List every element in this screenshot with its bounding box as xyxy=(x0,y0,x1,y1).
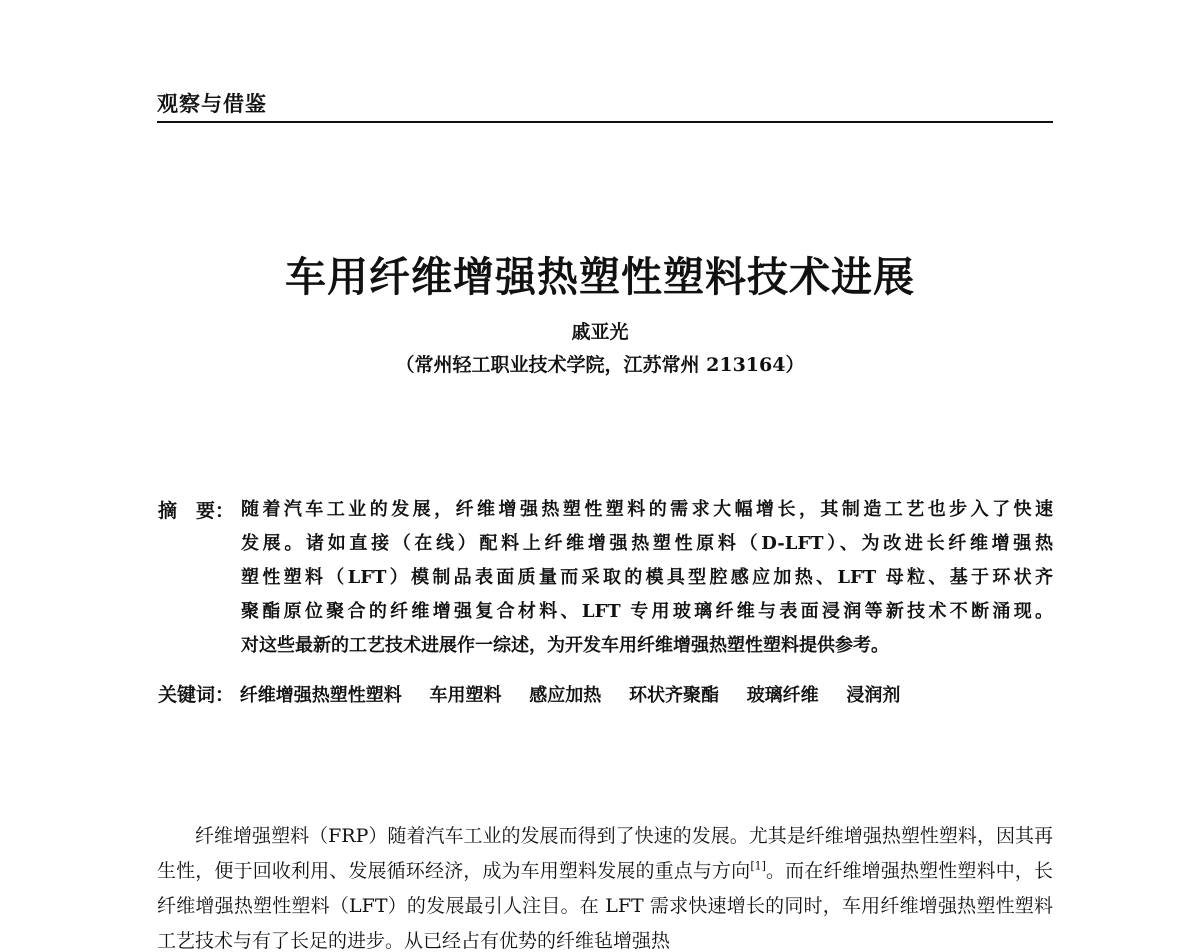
reference-mark[interactable]: [1] xyxy=(750,859,766,873)
author-affiliation: （常州轻工职业技术学院，江苏常州 213164） xyxy=(395,354,805,376)
body-paragraph xyxy=(157,819,1053,952)
keyword-item: 纤维增强热塑性塑料 xyxy=(239,685,402,706)
keywords xyxy=(158,680,922,707)
abstract-line: 发展。诸如直接（在线）配料上纤维增强热塑性原料（D-LFT）、为改进长纤维增强热 xyxy=(241,533,1053,554)
abstract-label: 摘 要： xyxy=(158,500,235,522)
keyword-item: 感应加热 xyxy=(529,685,602,706)
article-title: 车用纤维增强热塑性塑料技术进展 xyxy=(285,253,915,301)
keyword-item: 环状齐聚酯 xyxy=(628,685,719,706)
article-author: 戚亚光 xyxy=(571,321,629,343)
keyword-item: 玻璃纤维 xyxy=(746,685,819,706)
keyword-item: 车用塑料 xyxy=(429,685,502,706)
keywords-label: 关键词： xyxy=(158,684,235,706)
abstract-line: 对这些最新的工艺技术进展作一综述，为开发车用纤维增强热塑性塑料提供参考。 xyxy=(241,635,889,656)
abstract-line: 随着汽车工业的发展，纤维增强热塑性塑料的需求大幅增长，其制造工艺也步入了快速 xyxy=(241,499,1053,520)
body-text-part: 纤维增强塑料（FRP）随着汽车工业的发展而得到了快速的发展。尤其是纤维增强热塑性塑料，因其再生性，便于回收利用、发展循环经济，成为车用塑料发展的重点与方向 xyxy=(157,825,1053,882)
header-rule xyxy=(157,121,1053,123)
body-text-part: 。而在纤维增强热塑性塑料中，长纤维增强热塑性塑料（LFT）的发展最引人注目。在 LFT 需求快速增长的同时，车用纤维增强热塑性塑料工艺技术与有了长足的进步。从已经占有优势的纤维毡增强热 xyxy=(157,860,1053,952)
abstract-line: 聚酯原位聚合的纤维增强复合材料、LFT 专用玻璃纤维与表面浸润等新技术不断涌现。 xyxy=(241,601,1053,622)
section-label: 观察与借鉴 xyxy=(157,91,267,116)
abstract-body xyxy=(241,493,1053,663)
keyword-item: 浸润剂 xyxy=(846,685,901,706)
abstract-line: 塑性塑料（LFT）模制品表面质量而采取的模具型腔感应加热、LFT 母粒、基于环状齐 xyxy=(241,567,1053,588)
